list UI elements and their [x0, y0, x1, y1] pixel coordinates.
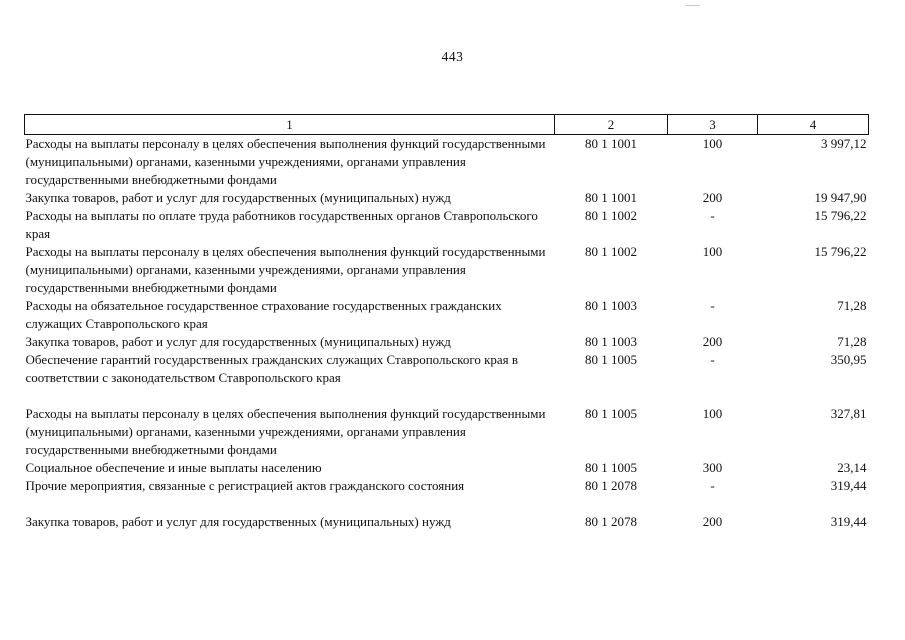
table-row — [25, 243, 869, 297]
row-code: 80 1 1003 — [585, 298, 637, 313]
row-code: 80 1 1005 — [585, 460, 637, 475]
table-header-row — [25, 115, 869, 135]
column-header: 2 — [555, 115, 668, 135]
row-name: Расходы на обязательное государственное страхование государственных гражданских служащих Ставропольского края — [25, 298, 502, 331]
column-header: 3 — [668, 115, 758, 135]
row-sum: 71,28 — [837, 334, 867, 349]
row-kind: 100 — [702, 244, 723, 259]
table-row — [25, 405, 869, 459]
row-sum: 350,95 — [830, 352, 867, 367]
row-kind: 200 — [702, 334, 723, 349]
budget-table — [24, 114, 869, 531]
row-code: 80 1 1001 — [585, 190, 637, 205]
row-kind: 100 — [702, 406, 723, 421]
page-number: 443 — [441, 49, 464, 64]
row-name: Обеспечение гарантий государственных гражданских служащих Ставропольского края в соответствии с законодательством Ставропольского края — [25, 352, 519, 385]
row-kind: - — [710, 208, 715, 223]
row-sum: 15 796,22 — [814, 208, 867, 223]
row-kind: 100 — [702, 136, 723, 151]
row-code: 80 1 1002 — [585, 244, 637, 259]
table-row — [25, 333, 869, 351]
column-header: 4 — [758, 115, 869, 135]
row-code: 80 1 1003 — [585, 334, 637, 349]
row-name: Закупка товаров, работ и услуг для государственных (муниципальных) нужд — [25, 514, 451, 529]
row-name: Закупка товаров, работ и услуг для государственных (муниципальных) нужд — [25, 190, 451, 205]
row-sum: 19 947,90 — [814, 190, 867, 205]
row-name: Расходы на выплаты персоналу в целях обеспечения выполнения функций государственными (муниципальными) органами, казенными учреждениями, органами управления государственными внебюджетными фондами — [25, 406, 546, 457]
table-row — [25, 207, 869, 243]
row-sum: 23,14 — [837, 460, 867, 475]
row-name: Расходы на выплаты по оплате труда работников государственных органов Ставропольского края — [25, 208, 538, 241]
row-kind: - — [710, 478, 715, 493]
table-row — [25, 189, 869, 207]
table-row — [25, 297, 869, 333]
column-header: 1 — [25, 115, 555, 135]
row-name: Расходы на выплаты персоналу в целях обеспечения выполнения функций государственными (муниципальными) органами, казенными учреждениями, органами управления государственными внебюджетными фондами — [25, 244, 546, 295]
table-row — [25, 459, 869, 477]
row-name: Расходы на выплаты персоналу в целях обеспечения выполнения функций государственными (муниципальными) органами, казенными учреждениями, органами управления государственными внебюджетными фондами — [25, 136, 546, 187]
row-code: 80 1 1005 — [585, 406, 637, 421]
table-row — [25, 135, 869, 190]
row-kind: - — [710, 352, 715, 367]
table-row — [25, 513, 869, 531]
row-name: Прочие мероприятия, связанные с регистрацией актов гражданского состояния — [25, 478, 465, 493]
row-code: 80 1 1005 — [585, 352, 637, 367]
row-sum: 3 997,12 — [821, 136, 867, 151]
row-kind: 300 — [702, 460, 723, 475]
row-sum: 327,81 — [830, 406, 867, 421]
row-sum: 15 796,22 — [814, 244, 867, 259]
scan-mark — [686, 5, 700, 6]
row-code: 80 1 2078 — [585, 514, 637, 529]
row-kind: 200 — [702, 514, 723, 529]
row-name: Закупка товаров, работ и услуг для государственных (муниципальных) нужд — [25, 334, 451, 349]
row-kind: - — [710, 298, 715, 313]
row-code: 80 1 2078 — [585, 478, 637, 493]
row-sum: 319,44 — [830, 514, 867, 529]
row-code: 80 1 1001 — [585, 136, 637, 151]
row-sum: 71,28 — [837, 298, 867, 313]
row-code: 80 1 1002 — [585, 208, 637, 223]
table-row — [25, 351, 869, 405]
row-name: Социальное обеспечение и иные выплаты населению — [25, 460, 322, 475]
row-sum: 319,44 — [830, 478, 867, 493]
table-row — [25, 477, 869, 513]
row-kind: 200 — [702, 190, 723, 205]
